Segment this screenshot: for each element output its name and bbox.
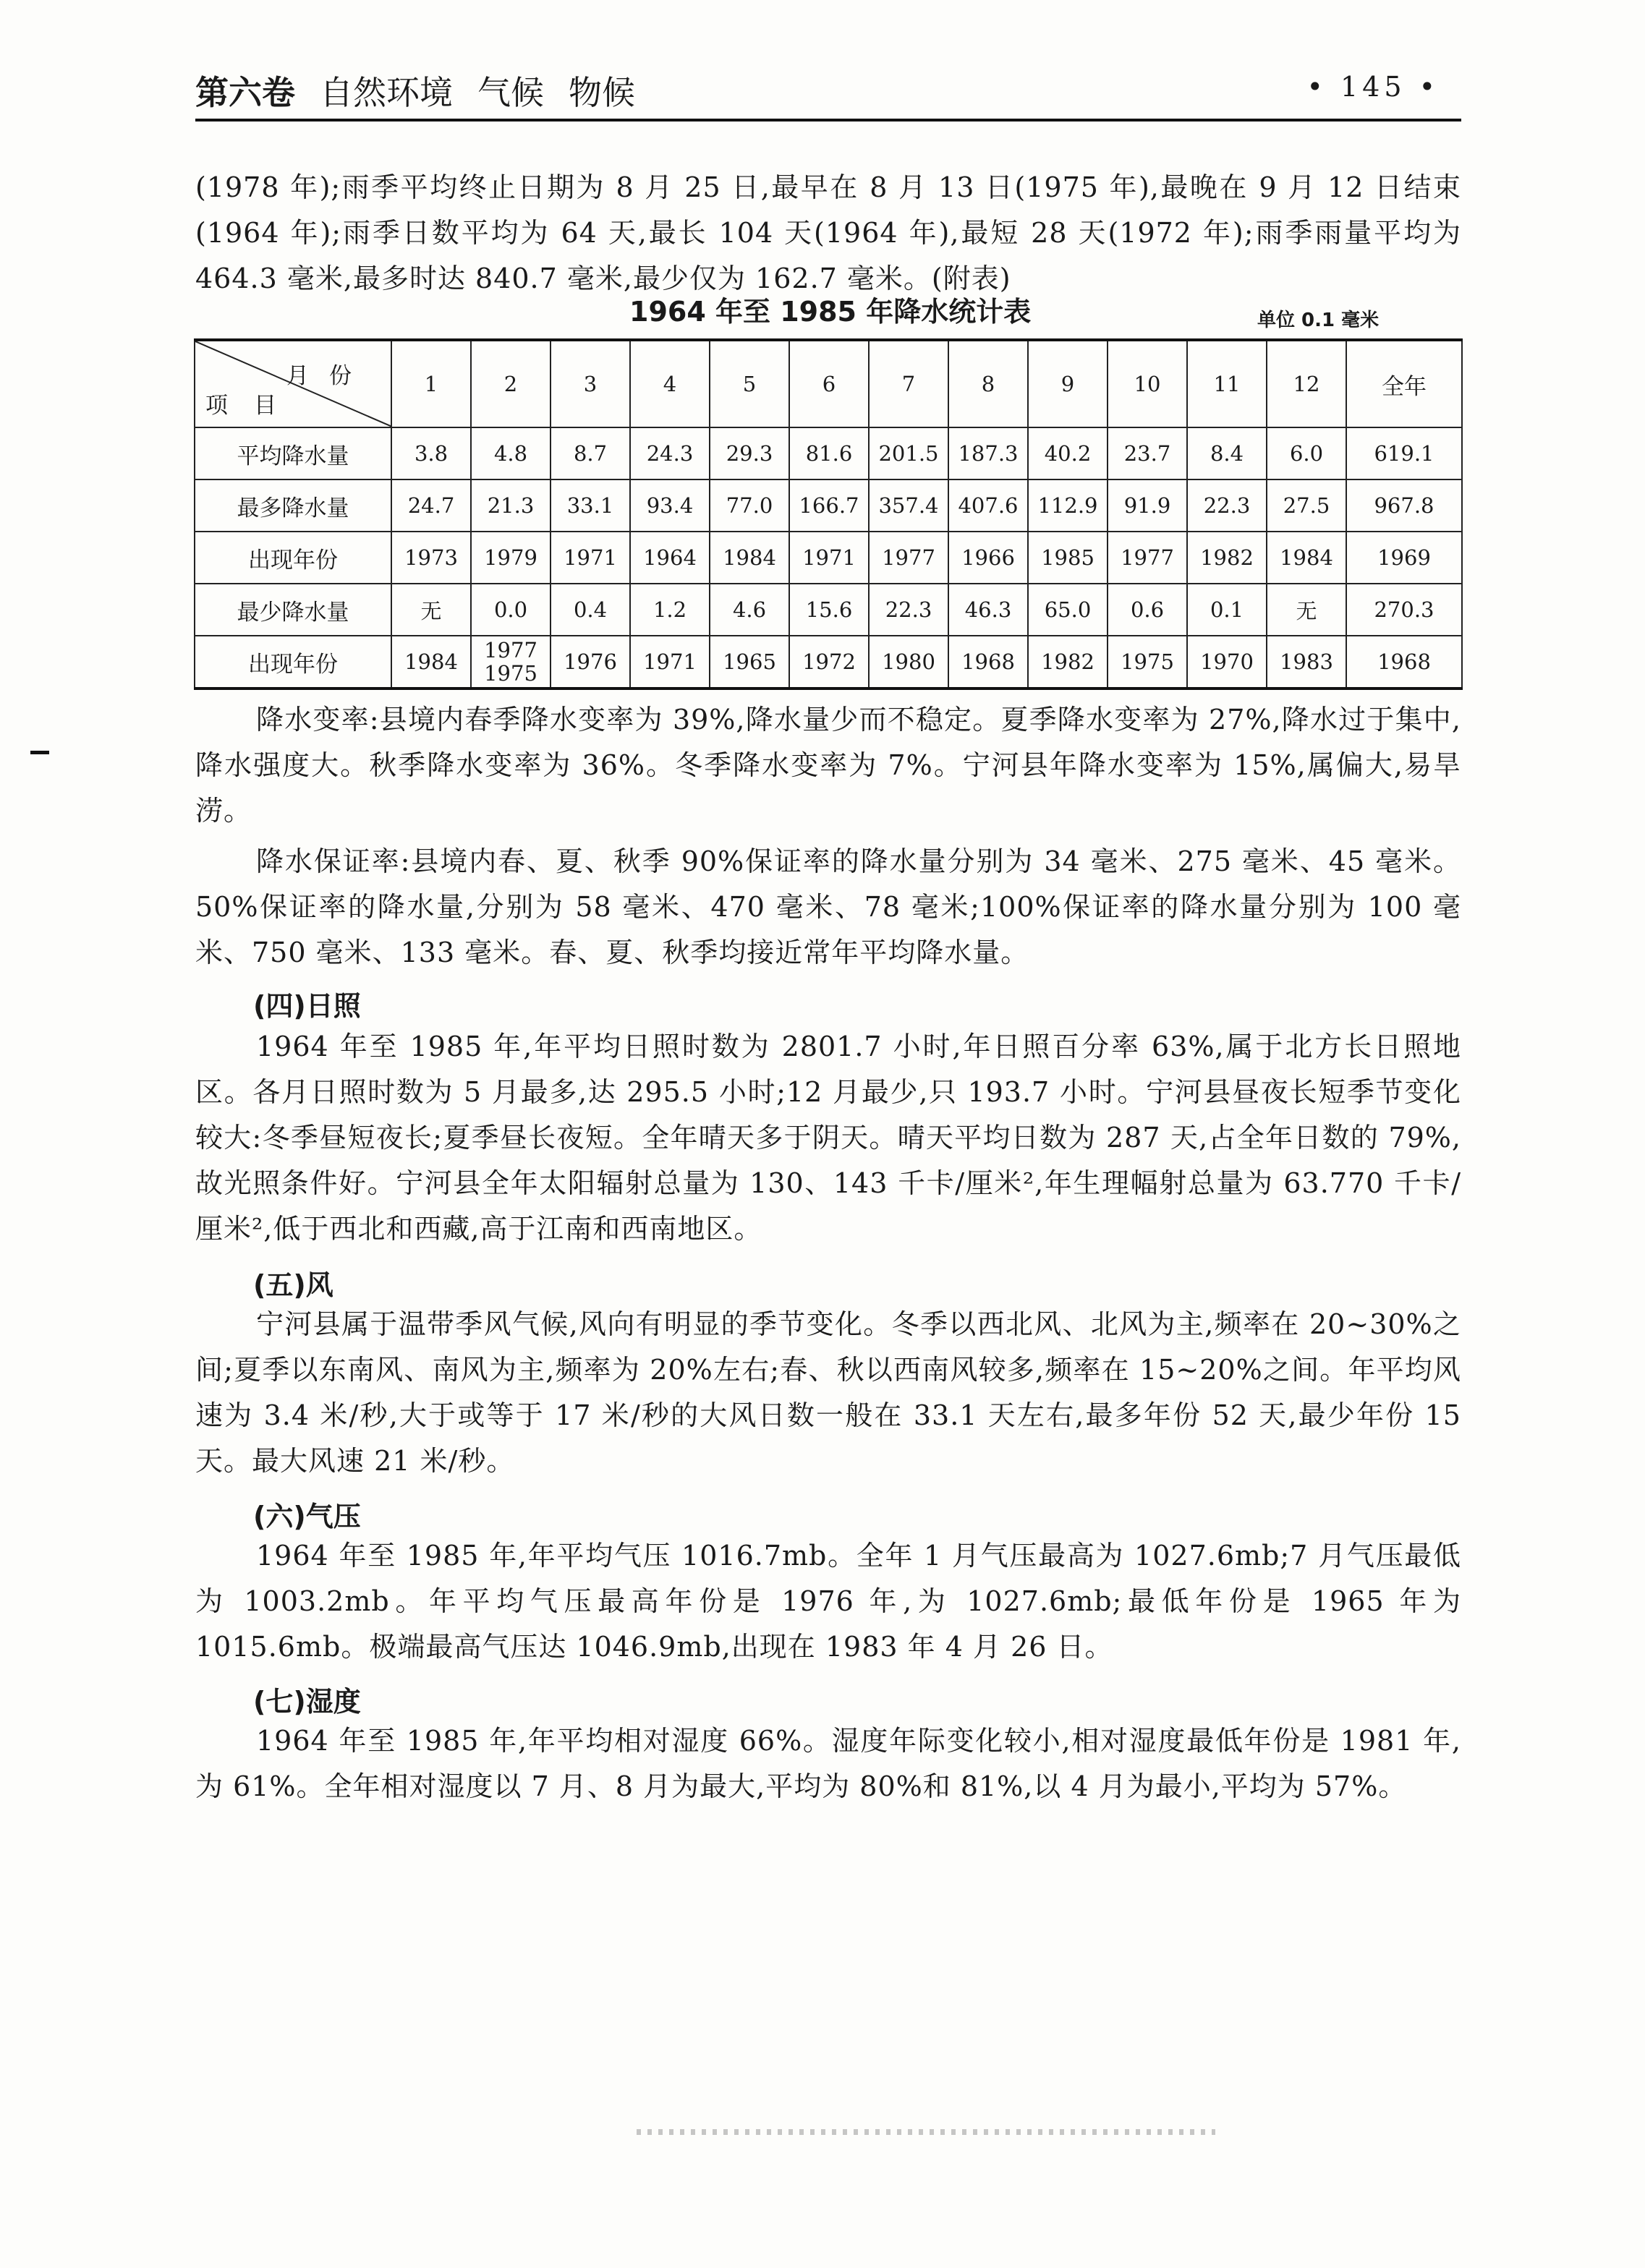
corner-item-label: 项目 <box>205 393 302 419</box>
paragraph-pressure: 1964 年至 1985 年,年平均气压 1016.7mb。全年 1 月气压最高为 1027.6mb;7 月气压最低为 1003.2mb。年平均气压最高年份是 1976 年,为 1027.6mb;最低年份是 1965 年为 1015.6mb。极端最高气压达 1046.9mb,出现在 1983 年 4 月 26 日。 <box>195 1540 1461 1663</box>
table-cell: 22.3 <box>869 584 948 636</box>
table-cell: 无 <box>1267 584 1346 636</box>
table-cell: 1971 <box>551 532 630 584</box>
section-label: 自然环境 <box>320 73 453 112</box>
table-cell: 4.6 <box>710 584 789 636</box>
table-cell: 1982 <box>1028 636 1108 688</box>
table-cell: 3.8 <box>391 427 471 479</box>
heading-humidity: (七)湿度 <box>253 1686 361 1718</box>
table-row <box>195 532 1462 584</box>
page-number: • 145 • <box>1306 71 1440 103</box>
table-cell: 40.2 <box>1028 427 1108 479</box>
column-header: 10 <box>1108 340 1187 427</box>
table-cell: 1973 <box>391 532 471 584</box>
table-cell: 27.5 <box>1267 479 1346 532</box>
table-cell: 166.7 <box>789 479 869 532</box>
table-cell: 无 <box>391 584 471 636</box>
table-cell: 0.0 <box>471 584 551 636</box>
table-cell: 33.1 <box>551 479 630 532</box>
table-cell: 6.0 <box>1267 427 1346 479</box>
table-cell: 24.7 <box>391 479 471 532</box>
year-line: 1977 <box>484 638 537 662</box>
table-cell: 91.9 <box>1108 479 1187 532</box>
row-label: 平均降水量 <box>195 427 391 479</box>
table-cell: 1979 <box>471 532 551 584</box>
row-label: 最少降水量 <box>195 584 391 636</box>
table-cell: 1980 <box>869 636 948 688</box>
table-row <box>195 584 1462 636</box>
table-cell: 1972 <box>789 636 869 688</box>
table-cell: 4.8 <box>471 427 551 479</box>
column-header: 2 <box>471 340 551 427</box>
table-cell: 1984 <box>1267 532 1346 584</box>
column-header: 12 <box>1267 340 1346 427</box>
heading-sunshine: (四)日照 <box>253 990 361 1022</box>
table-cell: 1971 <box>789 532 869 584</box>
column-header: 4 <box>630 340 710 427</box>
paragraph-sunshine: 1964 年至 1985 年,年平均日照时数为 2801.7 小时,年日照百分率 63%,属于北方长日照地区。各月日照时数为 5 月最多,达 295.5 小时;12 月最少,只 193.7 小时。宁河县昼夜长短季节变化较大:冬季昼短夜长;夏季昼长夜短。全年晴天多于阴天。晴天平均日数为 287 天,占全年日数的 79%,故光照条件好。宁河县全年太阳辐射总量为 130、143 千卡/厘米²,年生理幅射总量为 63.770 千卡/厘米²,低于西北和西藏,高于江南和西南地区。 <box>195 1031 1461 1245</box>
table-row <box>195 636 1462 688</box>
row-label: 出现年份 <box>195 532 391 584</box>
table-cell: 357.4 <box>869 479 948 532</box>
column-header: 3 <box>551 340 630 427</box>
column-header: 8 <box>948 340 1028 427</box>
table-cell: 21.3 <box>471 479 551 532</box>
paragraph-humidity: 1964 年至 1985 年,年平均相对湿度 66%。湿度年际变化较小,相对湿度最低年份是 1981 年,为 61%。全年相对湿度以 7 月、8 月为最大,平均为 80%和 81%,以 4 月为最小,平均为 57%。 <box>195 1725 1461 1802</box>
table-cell: 407.6 <box>948 479 1028 532</box>
column-header: 9 <box>1028 340 1108 427</box>
table-row <box>195 427 1462 479</box>
table-header-row <box>195 340 1462 427</box>
table-cell: 23.7 <box>1108 427 1187 479</box>
section-label: 物候 <box>569 73 635 112</box>
table-cell: 15.6 <box>789 584 869 636</box>
table-cell: 1.2 <box>630 584 710 636</box>
paragraph-guarantee: 降水保证率:县境内春、夏、秋季 90%保证率的降水量分别为 34 毫米、275 毫米、45 毫米。50%保证率的降水量,分别为 58 毫米、470 毫米、78 毫米;100%保证率的降水量分别为 100 毫米、750 毫米、133 毫米。春、夏、秋季均接近常年平均降水量。 <box>195 845 1461 968</box>
scan-specks <box>637 2129 1215 2135</box>
table-cell: 0.6 <box>1108 584 1187 636</box>
table-cell: 93.4 <box>630 479 710 532</box>
year-line: 1975 <box>484 661 537 686</box>
margin-mark <box>30 751 49 754</box>
table-cell: 1968 <box>1346 636 1462 688</box>
table-cell: 1966 <box>948 532 1028 584</box>
table-cell: 1971 <box>630 636 710 688</box>
table-cell: 81.6 <box>789 427 869 479</box>
table-cell: 1984 <box>710 532 789 584</box>
header-rule <box>195 119 1461 122</box>
table-cell: 1985 <box>1028 532 1108 584</box>
column-header: 11 <box>1187 340 1267 427</box>
table-cell: 187.3 <box>948 427 1028 479</box>
table-cell: 1983 <box>1267 636 1346 688</box>
table-cell: 29.3 <box>710 427 789 479</box>
row-label: 最多降水量 <box>195 479 391 532</box>
column-header: 6 <box>789 340 869 427</box>
table-cell: 112.9 <box>1028 479 1108 532</box>
volume-label: 第六卷 <box>195 73 295 112</box>
table-cell: 1969 <box>1346 532 1462 584</box>
table-cell: 201.5 <box>869 427 948 479</box>
table-cell: 24.3 <box>630 427 710 479</box>
section-label: 气候 <box>477 73 544 112</box>
intro-paragraph: (1978 年);雨季平均终止日期为 8 月 25 日,最早在 8 月 13 日(1975 年),最晚在 9 月 12 日结束(1964 年);雨季日数平均为 64 天,最长 104 天(1964 年),最短 28 天(1972 年);雨季雨量平均为 464.3 毫米,最多时达 840.7 毫米,最少仅为 162.7 毫米。(附表) <box>195 171 1461 294</box>
table-cell: 1984 <box>391 636 471 688</box>
table-cell: 0.4 <box>551 584 630 636</box>
table-cell: 1970 <box>1187 636 1267 688</box>
precipitation-table <box>194 338 1463 690</box>
table-cell: 1982 <box>1187 532 1267 584</box>
table-title: 1964 年至 1985 年降水统计表 <box>629 296 1032 328</box>
corner-month-label: 月份 <box>286 363 372 389</box>
table-cell: 1977 <box>869 532 948 584</box>
running-head <box>195 67 635 114</box>
table-cell: 1968 <box>948 636 1028 688</box>
table-cell-two-years <box>471 636 551 688</box>
table-cell: 77.0 <box>710 479 789 532</box>
table-cell: 1976 <box>551 636 630 688</box>
table-cell: 1964 <box>630 532 710 584</box>
table-cell: 46.3 <box>948 584 1028 636</box>
table-cell: 0.1 <box>1187 584 1267 636</box>
table-cell: 967.8 <box>1346 479 1462 532</box>
table-cell: 270.3 <box>1346 584 1462 636</box>
row-label: 出现年份 <box>195 636 391 688</box>
page-header <box>195 67 1461 124</box>
table-cell: 1975 <box>1108 636 1187 688</box>
table-corner-cell <box>195 340 391 427</box>
table-row <box>195 479 1462 532</box>
table-unit: 单位 0.1 毫米 <box>1257 310 1380 331</box>
paragraph-wind: 宁河县属于温带季风气候,风向有明显的季节变化。冬季以西北风、北风为主,频率在 20~30%之间;夏季以东南风、南风为主,频率为 20%左右;春、秋以西南风较多,频率在 15~20%之间。年平均风速为 3.4 米/秒,大于或等于 17 米/秒的大风日数一般在 33.1 天左右,最多年份 52 天,最少年份 15 天。最大风速 21 米/秒。 <box>195 1308 1461 1477</box>
paragraph-variability: 降水变率:县境内春季降水变率为 39%,降水量少而不稳定。夏季降水变率为 27%,降水过于集中,降水强度大。秋季降水变率为 36%。冬季降水变率为 7%。宁河县年降水变率为 15%,属偏大,易旱涝。 <box>195 704 1461 827</box>
heading-pressure: (六)气压 <box>253 1501 361 1532</box>
table-cell: 8.7 <box>551 427 630 479</box>
table-cell: 65.0 <box>1028 584 1108 636</box>
column-header: 全年 <box>1346 340 1462 427</box>
table-cell: 619.1 <box>1346 427 1462 479</box>
column-header: 7 <box>869 340 948 427</box>
table-cell: 1965 <box>710 636 789 688</box>
table-cell: 8.4 <box>1187 427 1267 479</box>
table-cell: 1977 <box>1108 532 1187 584</box>
table-cell: 22.3 <box>1187 479 1267 532</box>
heading-wind: (五)风 <box>253 1269 333 1301</box>
column-header: 5 <box>710 340 789 427</box>
column-header: 1 <box>391 340 471 427</box>
